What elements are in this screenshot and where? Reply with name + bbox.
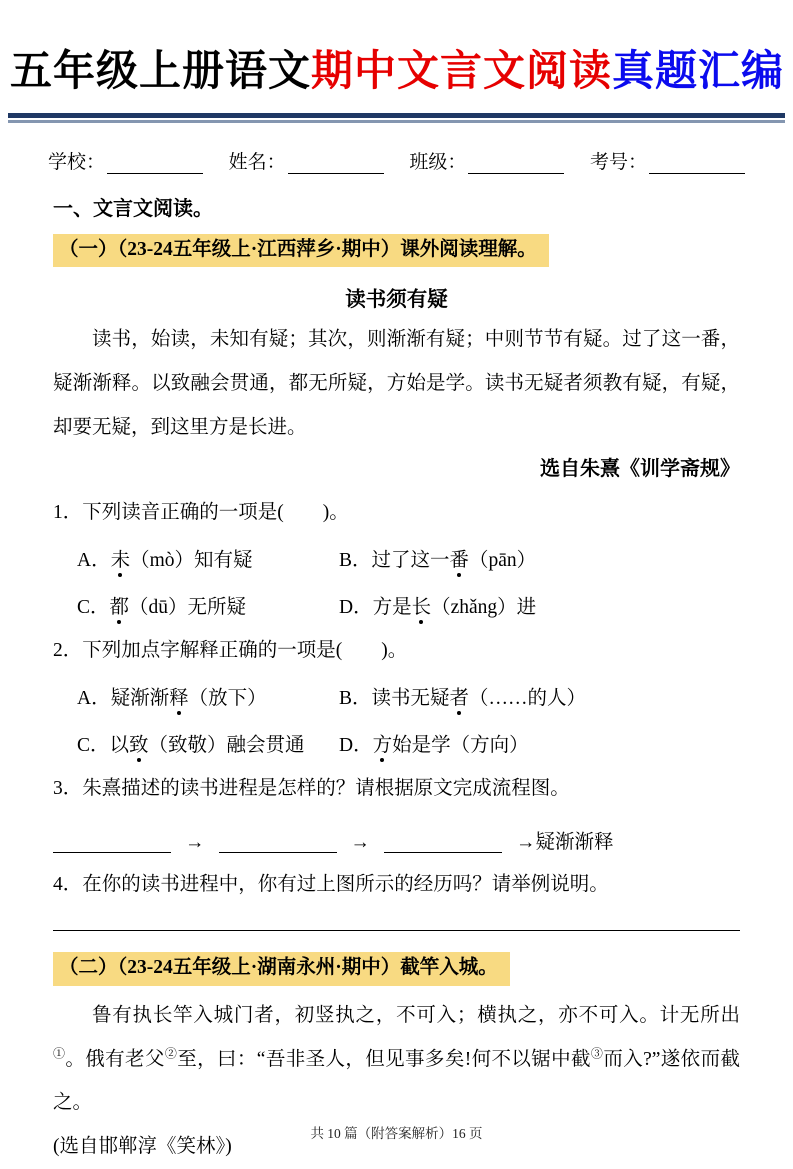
flow-blank-1 — [53, 832, 171, 853]
school-field — [48, 147, 203, 174]
option-text: （zhǎng）进 — [431, 597, 536, 618]
title-divider-thick-line — [8, 113, 785, 118]
question-2-options-row-1 — [53, 682, 740, 710]
option-text: （……的人） — [469, 688, 586, 709]
exam-number-label: 考号： — [590, 147, 647, 174]
emphasized-char: 释 — [169, 682, 189, 710]
emphasized-char: 都 — [110, 591, 130, 619]
option-text: A． — [77, 550, 111, 571]
option-text: （致敬）融会贯通 — [149, 735, 305, 756]
passage-segment: 鲁有执长竿入城门者，初竖执之，不可入；横执之，亦不可入。计无所出 — [92, 1005, 740, 1026]
option-text: D． — [339, 735, 373, 756]
right-arrow-icon: → — [351, 832, 371, 853]
title-divider-thin-line — [8, 120, 785, 123]
passage-one-title: 读书须有疑 — [53, 282, 740, 312]
question-2-option-b — [339, 682, 740, 710]
student-info-row — [48, 147, 745, 174]
class-field — [409, 147, 564, 174]
title-grade-part: 五年级上册语文 — [10, 49, 311, 95]
option-text: 始是学（方向） — [392, 735, 529, 756]
section-one-heading: 一、文言文阅读。 — [53, 192, 740, 221]
question-3-stem: 3．朱熹描述的读书进程是怎样的？请根据原文完成流程图。 — [53, 776, 740, 801]
footnote-marker-3: ③ — [591, 1046, 603, 1060]
emphasized-char: 方 — [373, 729, 393, 757]
emphasized-char: 长 — [412, 591, 432, 619]
option-text: B．过了这一 — [339, 550, 450, 571]
option-text: C． — [77, 597, 110, 618]
exercise-divider-line — [53, 930, 740, 931]
flow-final-step: 疑渐渐释 — [536, 832, 614, 853]
question-2-option-a — [77, 682, 339, 710]
option-text: （放下） — [189, 688, 267, 709]
exam-number-field — [590, 147, 745, 174]
page-footer: 共 10 篇（附答案解析）16 页 — [0, 1122, 793, 1142]
footnote-marker-2: ② — [165, 1046, 177, 1060]
footnote-marker-1: ① — [53, 1046, 65, 1060]
question-1-option-b — [339, 544, 740, 572]
passage-segment: 。俄有老父 — [65, 1049, 164, 1070]
question-1-option-d — [339, 591, 740, 619]
title-divider — [8, 113, 785, 123]
school-label: 学校： — [48, 147, 105, 174]
page-title — [10, 46, 783, 99]
school-blank-line — [107, 152, 203, 174]
class-blank-line — [468, 152, 564, 174]
question-1-option-c — [77, 591, 339, 619]
option-text: （mò）知有疑 — [130, 550, 252, 571]
passage-one-attribution: 选自朱熹《训学斋规》 — [53, 452, 740, 481]
passage-one-text: 读书，始读，未知有疑；其次，则渐渐有疑；中则节节有疑。过了这一番，疑渐渐释。以致融会贯通，都无所疑，方始是学。读书无疑者须教有疑，有疑，却要无疑，到这里方是长进。 — [53, 318, 740, 450]
flow-blank-3 — [384, 832, 502, 853]
question-2-options-row-2 — [53, 729, 740, 757]
question-1-options-row-1 — [53, 544, 740, 572]
question-1-stem: 1．下列读音正确的一项是( )。 — [53, 500, 740, 525]
exercise-one-heading: （一）（23-24五年级上·江西萍乡·期中）课外阅读理解。 — [53, 234, 549, 267]
passage-two-text — [53, 994, 740, 1126]
title-suffix-part: 真题汇编 — [612, 49, 784, 95]
right-arrow-icon: → — [185, 832, 205, 853]
option-text: A．疑渐渐 — [77, 688, 169, 709]
question-1-options-row-2 — [53, 591, 740, 619]
exercise-two-heading: （二）（23-24五年级上·湖南永州·期中）截竿入城。 — [53, 952, 510, 985]
option-text: （pān） — [469, 550, 536, 571]
passage-segment: 至，曰：“吾非圣人，但见事多矣!何不以锯中截 — [177, 1049, 591, 1070]
passage-two-source: (选自邯郸淳《笑林》) — [53, 1125, 740, 1169]
question-4-stem: 4．在你的读书进程中，你有过上图所示的经历吗？请举例说明。 — [53, 872, 740, 897]
question-2-option-c — [77, 729, 339, 757]
name-blank-line — [288, 152, 384, 174]
name-field — [229, 147, 384, 174]
right-arrow-icon: → — [516, 832, 536, 853]
title-topic-part: 期中文言文阅读 — [311, 49, 612, 95]
flow-blank-2 — [219, 832, 337, 853]
emphasized-char: 致 — [129, 729, 149, 757]
exam-paper-page — [0, 46, 793, 1168]
name-label: 姓名： — [229, 147, 286, 174]
question-3-flow-chart — [53, 832, 740, 853]
paper-body — [0, 192, 793, 1169]
passage-segment: 而入?”遂依而截之。 — [53, 1049, 740, 1114]
question-2-option-d — [339, 729, 740, 757]
emphasized-char: 未 — [111, 544, 131, 572]
emphasized-char: 者 — [450, 682, 470, 710]
question-1-option-a — [77, 544, 339, 572]
exam-number-blank-line — [649, 152, 745, 174]
class-label: 班级： — [409, 147, 466, 174]
question-2-stem: 2．下列加点字解释正确的一项是( )。 — [53, 638, 740, 663]
option-text: （dū）无所疑 — [129, 597, 246, 618]
option-text: C．以 — [77, 735, 129, 756]
emphasized-char: 番 — [450, 544, 470, 572]
option-text: B．读书无疑 — [339, 688, 450, 709]
option-text: D．方是 — [339, 597, 412, 618]
